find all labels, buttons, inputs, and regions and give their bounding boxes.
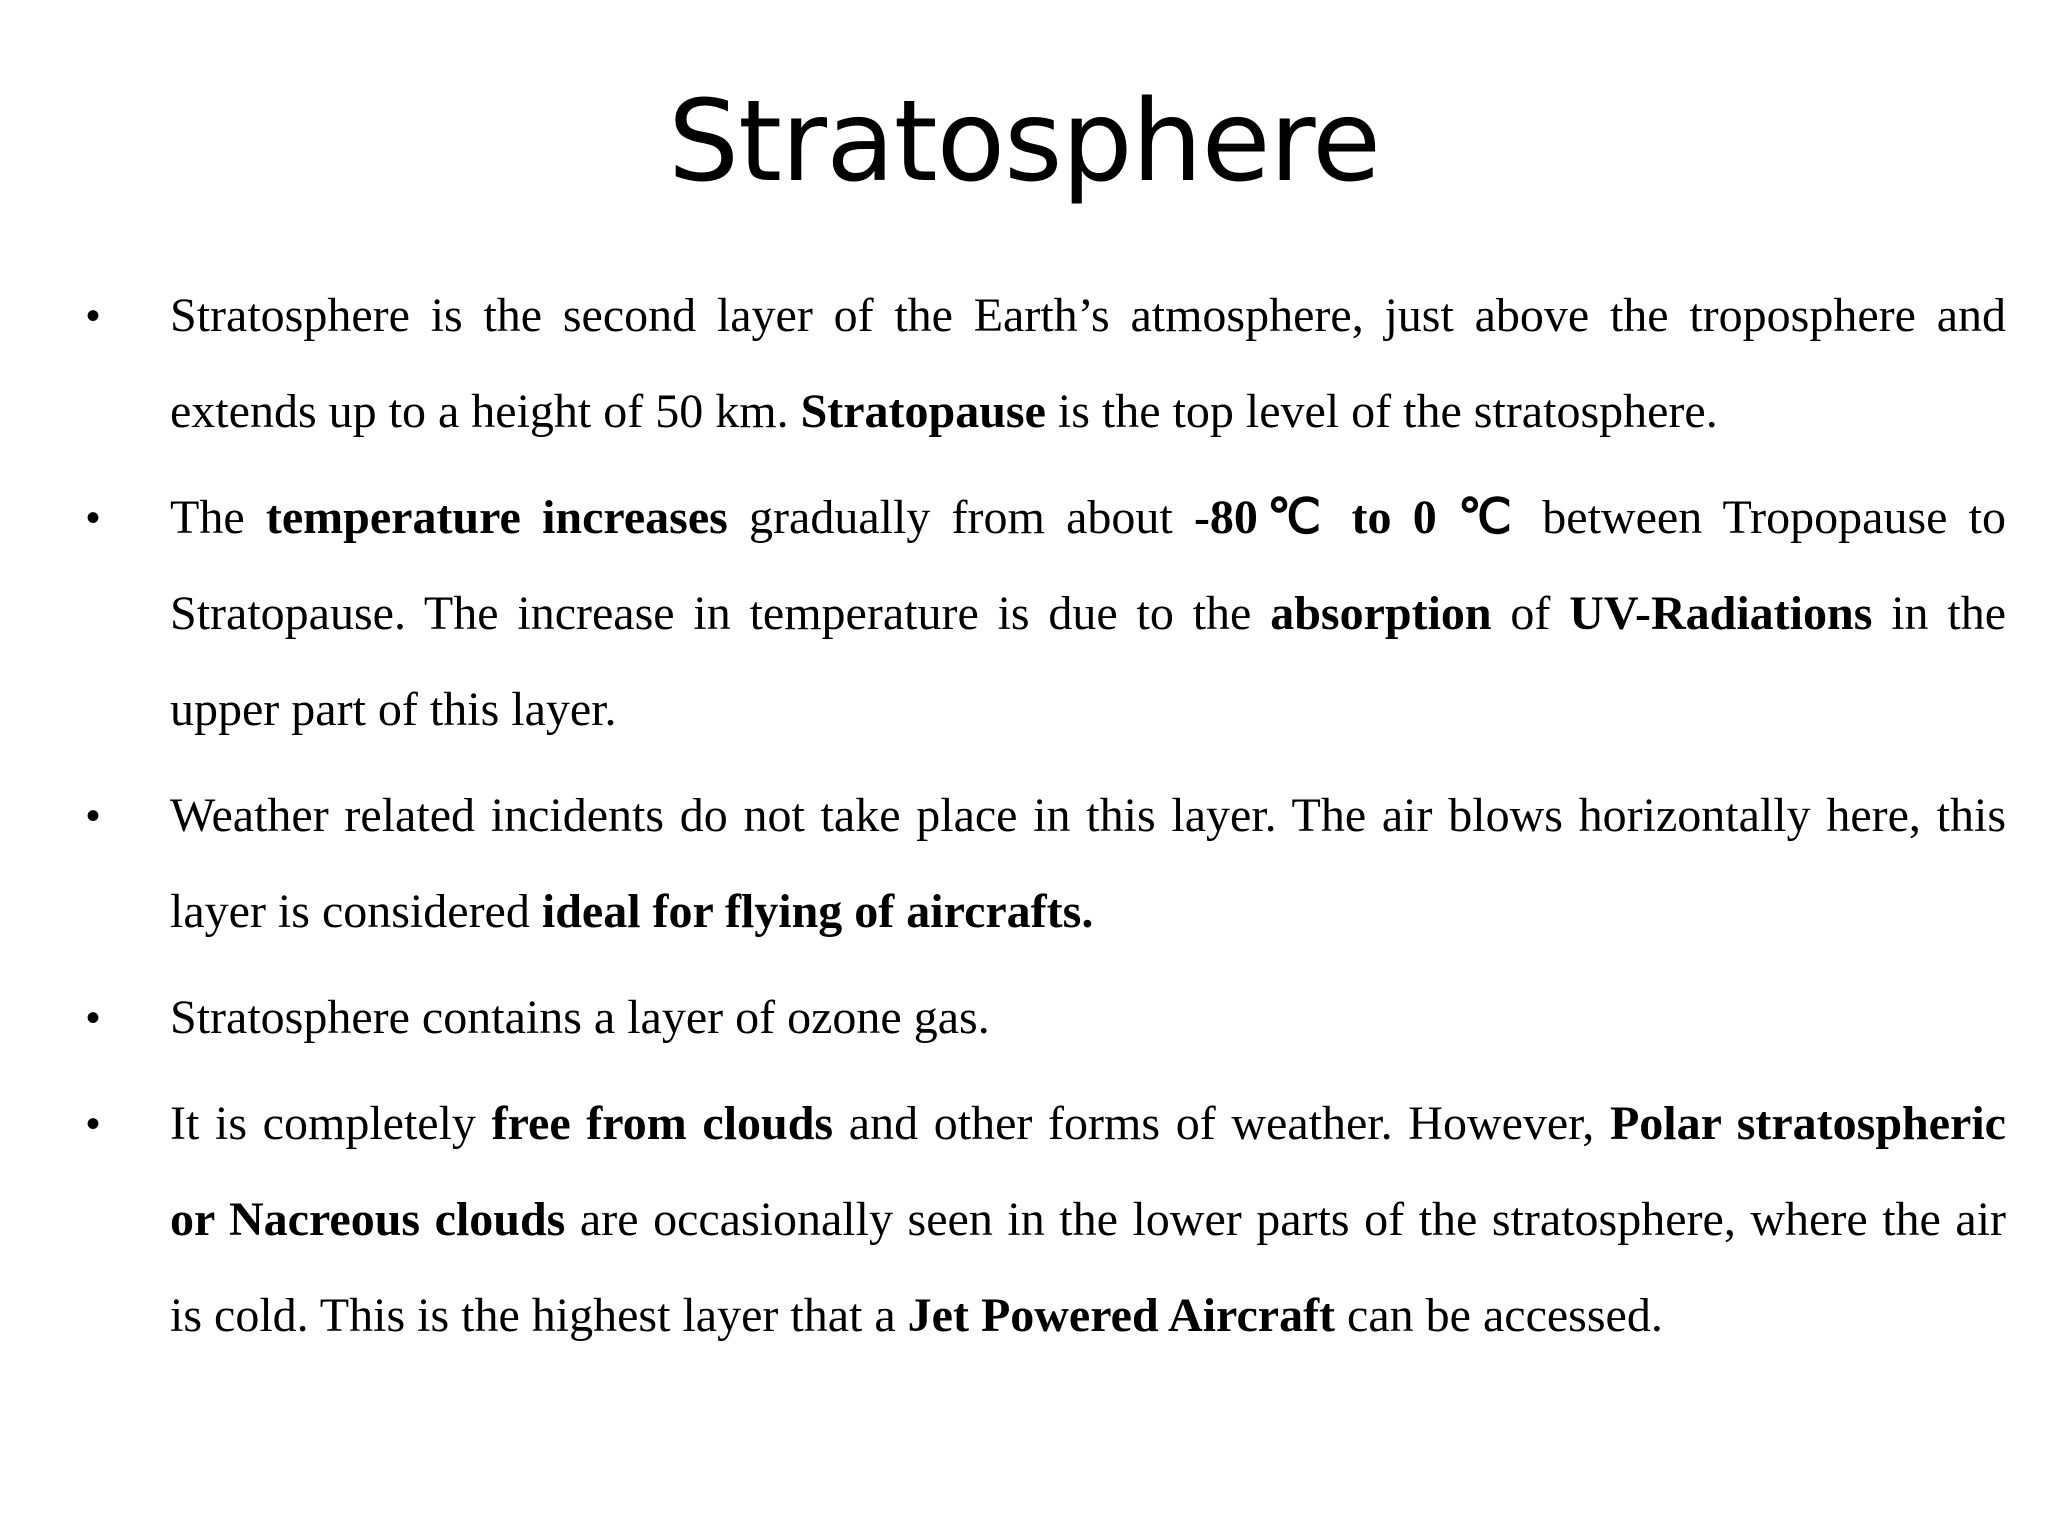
bullet-text: Stratosphere contains a layer of ozone gas. xyxy=(170,991,990,1044)
bullet-text: Stratosphere is the second layer of the Earth’s atmosphere, just above the troposphere and extends up to a height of 50 km. xyxy=(170,289,2006,438)
bullet-dot-icon: • xyxy=(86,496,101,540)
bullet-dot-icon: • xyxy=(86,996,101,1040)
bullet-item xyxy=(86,470,2006,758)
bullet-item xyxy=(86,268,2006,460)
bullet-list xyxy=(86,268,2006,1374)
bullet-text: are occasionally seen in the lower parts of the stratosphere, where the air is cold. This is the highest layer that a xyxy=(170,1193,2007,1342)
bullet-bold-text: UV-Radiations xyxy=(1569,587,1873,640)
slide-title: Stratosphere xyxy=(668,77,1380,207)
bullet-text: is the top level of the stratosphere. xyxy=(1045,385,1718,438)
bullet-text: between Tropopause to Stratopause. The increase in temperature is due to the xyxy=(170,491,2007,640)
bullet-bold-text: Polar stratospheric or Nacreous clouds xyxy=(170,1097,2006,1246)
bullet-dot-icon: • xyxy=(86,294,101,338)
bullet-bold-text: temperature increases xyxy=(265,491,728,544)
bullet-item xyxy=(86,970,2006,1066)
bullet-bold-text: -80℃ to 0 ℃ xyxy=(1193,491,1522,544)
bullet-text: can be accessed. xyxy=(1335,1289,1663,1342)
bullet-bold-text: absorption xyxy=(1270,587,1492,640)
bullet-bold-text: Jet Powered Aircraft xyxy=(907,1289,1336,1342)
bullet-text: gradually from about xyxy=(727,491,1194,544)
bullet-text: The xyxy=(170,491,266,544)
bullet-item xyxy=(86,1076,2006,1364)
bullet-dot-icon: • xyxy=(86,1102,101,1146)
bullet-item xyxy=(86,768,2006,960)
bullet-dot-icon: • xyxy=(86,794,101,838)
bullet-bold-text: Stratopause xyxy=(800,385,1046,438)
bullet-text: in the upper part of this layer. xyxy=(170,587,2007,736)
bullet-bold-text: ideal for flying of aircrafts. xyxy=(541,885,1094,938)
bullet-text: and other forms of weather. However, xyxy=(833,1097,1610,1150)
bullet-bold-text: free from clouds xyxy=(491,1097,834,1150)
bullet-text: It is completely xyxy=(170,1097,492,1150)
bullet-text: of xyxy=(1491,587,1570,640)
bullet-text: Weather related incidents do not take place in this layer. The air blows horizontally here, this layer is considered xyxy=(170,789,2006,938)
